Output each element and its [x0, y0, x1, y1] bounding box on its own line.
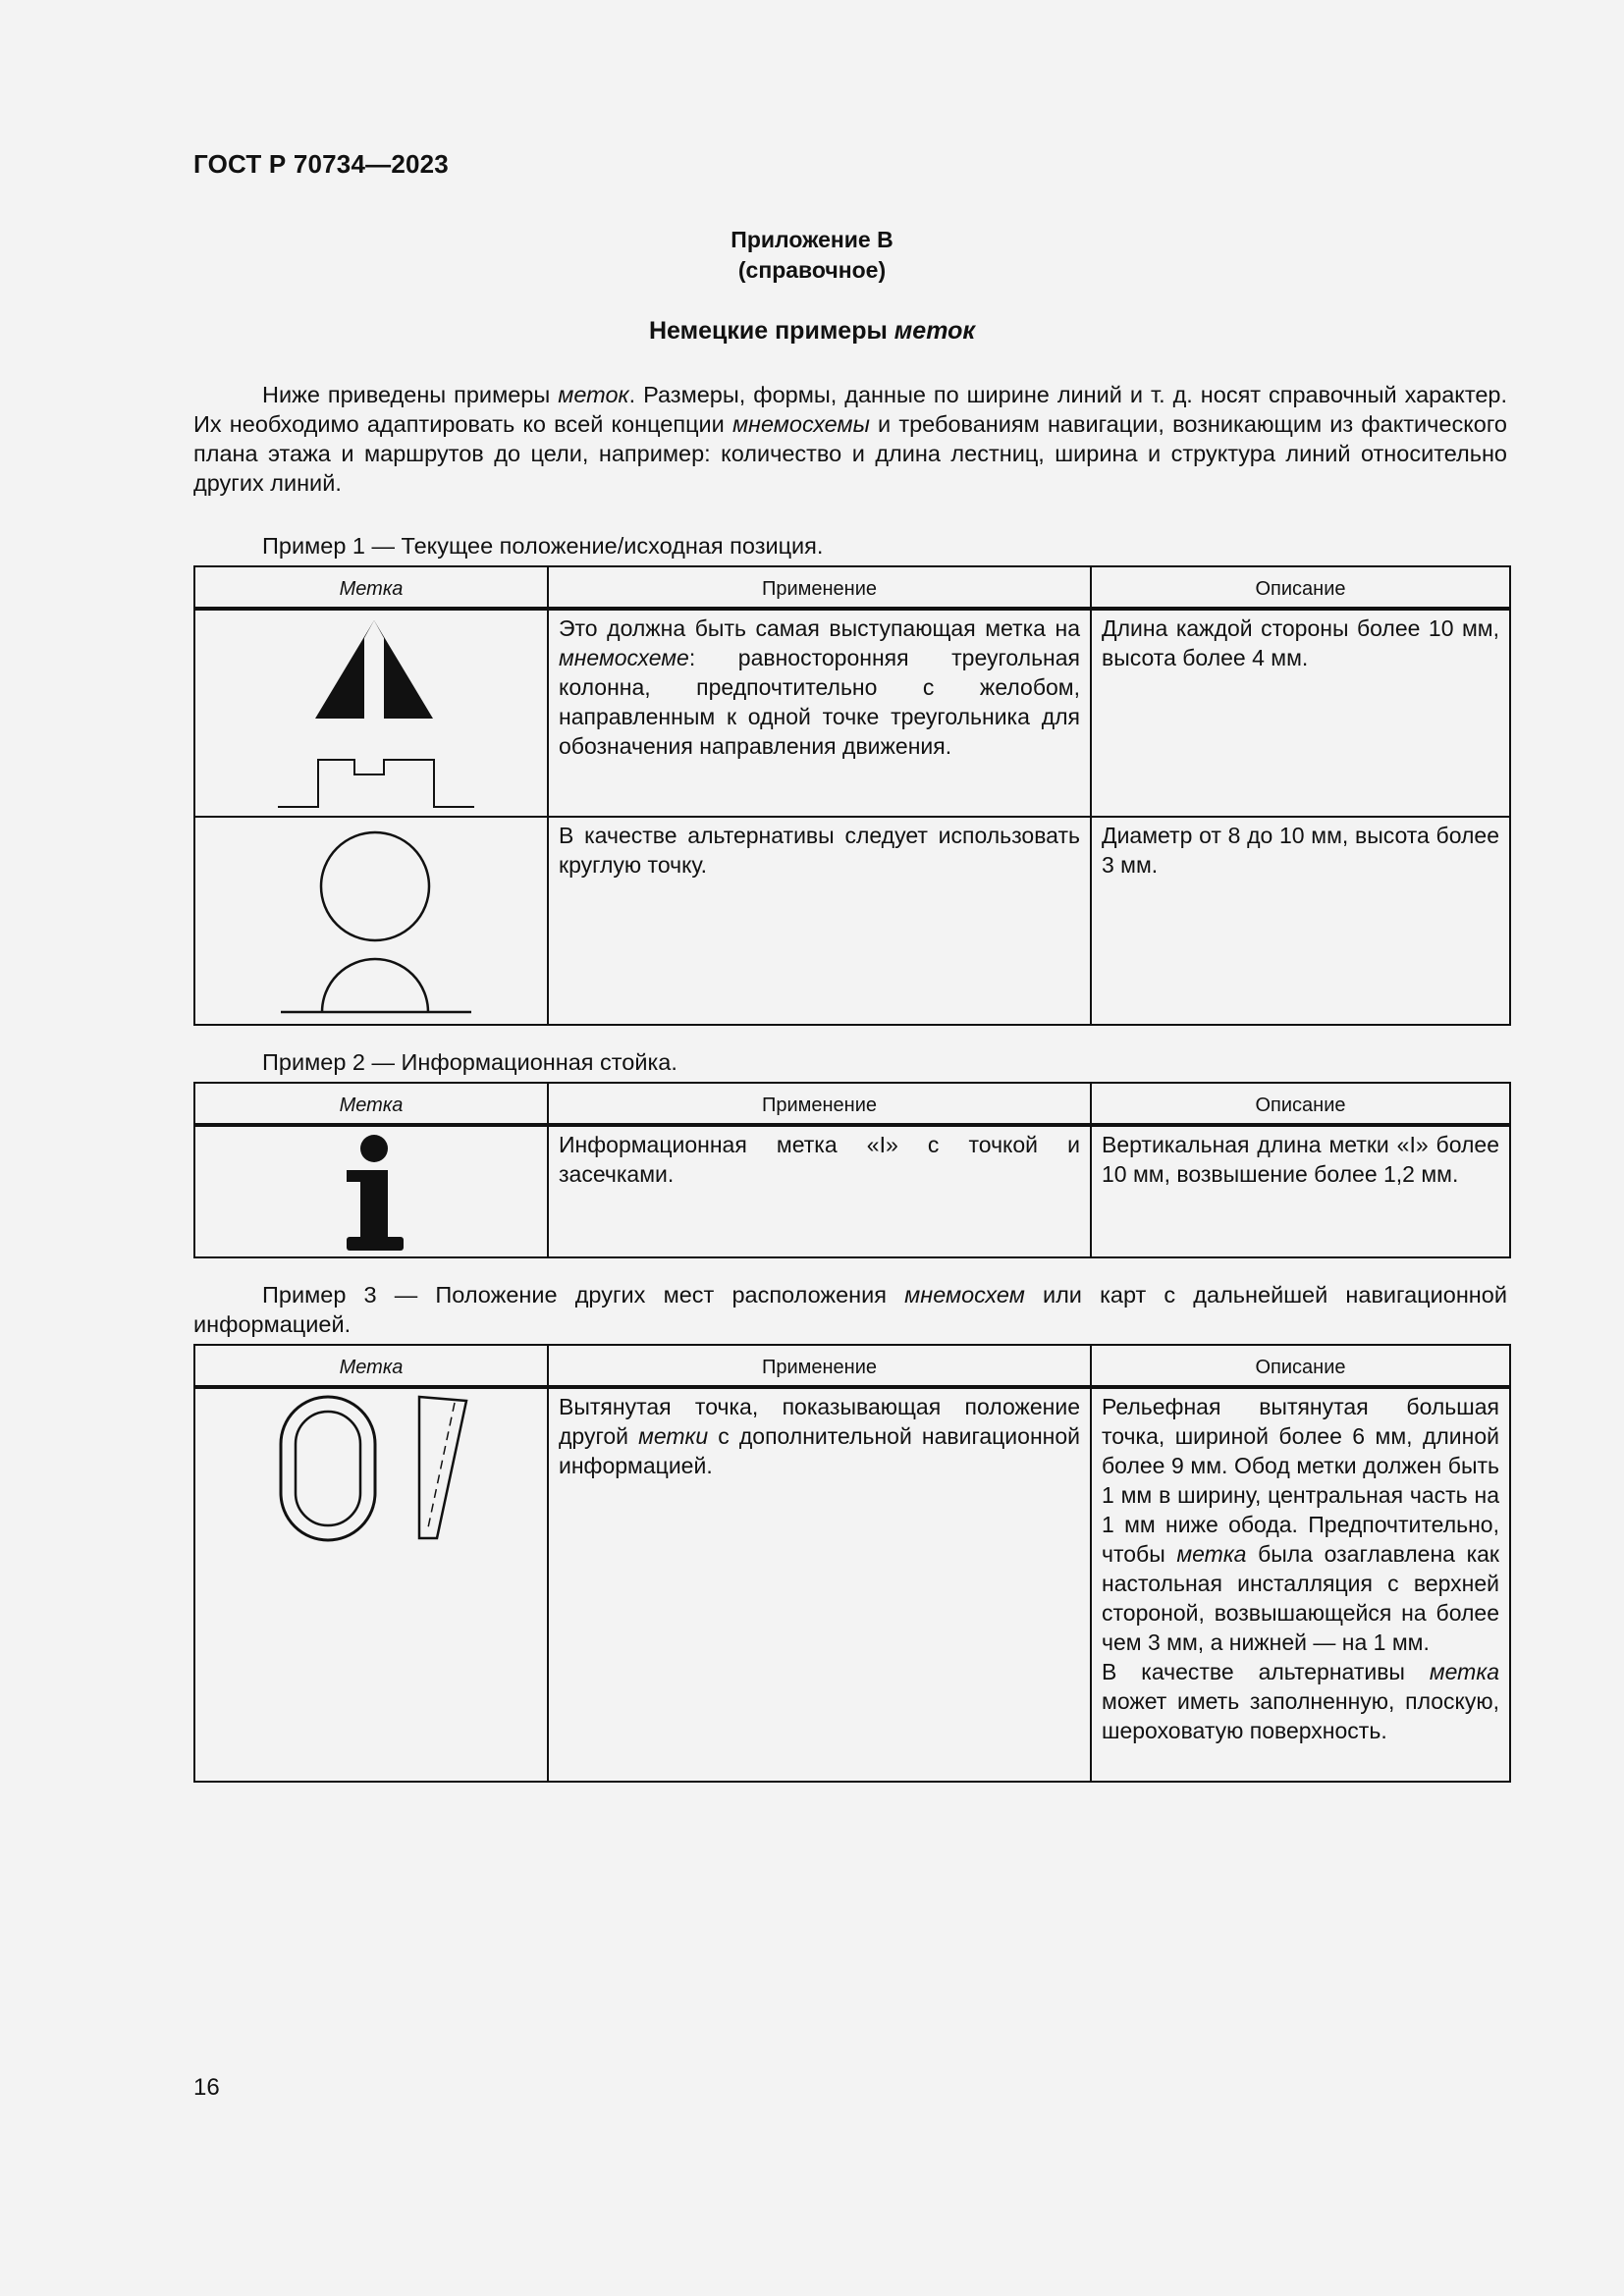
description-text-2: была озаглавлена как настольная инсталляция с верхней стороной, возвышающейся на более чем 3 мм, а нижней — на 1 мм. [1102, 1541, 1499, 1655]
mark-cell [194, 817, 548, 1025]
description-italic-2: метка [1429, 1659, 1499, 1684]
intro-text-1: Ниже приведены примеры [262, 382, 559, 407]
intro-paragraph [193, 380, 1507, 498]
col-header-description: Описание [1091, 1345, 1510, 1387]
application-cell: В качестве альтернативы следует использовать круглую точку. [548, 817, 1091, 1025]
intro-text-2: . Размеры, формы, данные по ширине линий и т. д. носят справочный характер. Их необходимо адаптировать ко всей концепции [193, 382, 1508, 437]
intro-text-3: и требованиям навигации, возникающим из фактического плана этажа и маршрутов до цели, например: количество и длина лестниц, ширина и структура линий относительно других линий. [193, 411, 1507, 496]
col-header-description: Описание [1091, 566, 1510, 609]
triangle-column-mark-icon [195, 611, 549, 815]
info-i-mark-icon [195, 1127, 549, 1256]
application-cell: Информационная метка «I» с точкой и засечками. [548, 1125, 1091, 1257]
appendix-heading [0, 225, 1624, 286]
col-header-mark: Метка [194, 1345, 548, 1387]
description-cell: Вертикальная длина метки «I» более 10 мм, возвышение более 1,2 мм. [1091, 1125, 1510, 1257]
caption-text-2: или карт с дальнейшей навигационной информацией. [193, 1282, 1507, 1337]
example-2-caption: Пример 2 — Информационная стойка. [262, 1049, 677, 1075]
table-row [194, 817, 1510, 1025]
application-text-2: : равносторонняя треугольная колонна, предпочтительно с желобом, направленным к одной точке треугольника для обозначения направления движения. [559, 645, 1080, 759]
application-text-1: Это должна быть самая выступающая метка на [559, 615, 1080, 641]
table-header-row [194, 566, 1510, 609]
table-header-row [194, 1345, 1510, 1387]
description-italic-1: метка [1176, 1541, 1247, 1567]
description-text-3: В качестве альтернативы [1102, 1659, 1430, 1684]
example-1-caption: Пример 1 — Текущее положение/исходная позиция. [262, 533, 824, 559]
mark-cell [194, 1387, 548, 1782]
example-3-table [193, 1344, 1511, 1783]
round-dot-mark-icon [195, 818, 549, 1022]
appendix-label: Приложение В [731, 227, 893, 252]
intro-italic-1: меток [558, 382, 629, 407]
col-header-mark: Метка [194, 1083, 548, 1125]
example-2-table [193, 1082, 1511, 1258]
table-header-row [194, 1083, 1510, 1125]
col-header-application: Применение [548, 1345, 1091, 1387]
col-header-application: Применение [548, 566, 1091, 609]
description-cell [1091, 1387, 1510, 1782]
mark-cell [194, 609, 548, 817]
example-3-caption [193, 1280, 1507, 1339]
mark-cell [194, 1125, 548, 1257]
table-row [194, 1387, 1510, 1782]
description-cell: Длина каждой стороны более 10 мм, высота более 4 мм. [1091, 609, 1510, 817]
appendix-type: (справочное) [737, 257, 887, 283]
section-title-italic: меток [893, 317, 976, 345]
application-text-2: с дополнительной навигационной информацией. [559, 1423, 1080, 1478]
document-header: ГОСТ Р 70734—2023 [193, 149, 449, 179]
application-italic-1: мнемосхеме [559, 645, 689, 670]
application-text-1: Вытянутая точка, показывающая положение другой [559, 1394, 1080, 1449]
table-row [194, 609, 1510, 817]
application-italic-1: метки [638, 1423, 709, 1449]
description-text-4: может иметь заполненную, плоскую, шероховатую поверхность. [1102, 1688, 1499, 1743]
section-title [0, 317, 1624, 346]
description-text-1: Рельефная вытянутая большая точка, шириной более 6 мм, длиной более 9 мм. Обод метки должен быть 1 мм в ширину, центральная часть на 1 мм ниже обода. Предпочтительно, чтобы [1102, 1394, 1499, 1567]
table-row [194, 1125, 1510, 1257]
section-title-text: Немецкие примеры [648, 317, 894, 345]
caption-italic-1: мнемосхем [904, 1282, 1025, 1308]
col-header-description: Описание [1091, 1083, 1510, 1125]
application-cell [548, 609, 1091, 817]
example-1-table [193, 565, 1511, 1026]
caption-text-1: Пример 3 — Положение других мест расположения [262, 1282, 905, 1308]
page-number: 16 [193, 2074, 220, 2101]
col-header-application: Применение [548, 1083, 1091, 1125]
elongated-dot-mark-icon [195, 1389, 549, 1546]
col-header-mark: Метка [194, 566, 548, 609]
description-cell: Диаметр от 8 до 10 мм, высота более 3 мм. [1091, 817, 1510, 1025]
application-cell [548, 1387, 1091, 1782]
intro-italic-2: мнемосхемы [731, 411, 870, 437]
